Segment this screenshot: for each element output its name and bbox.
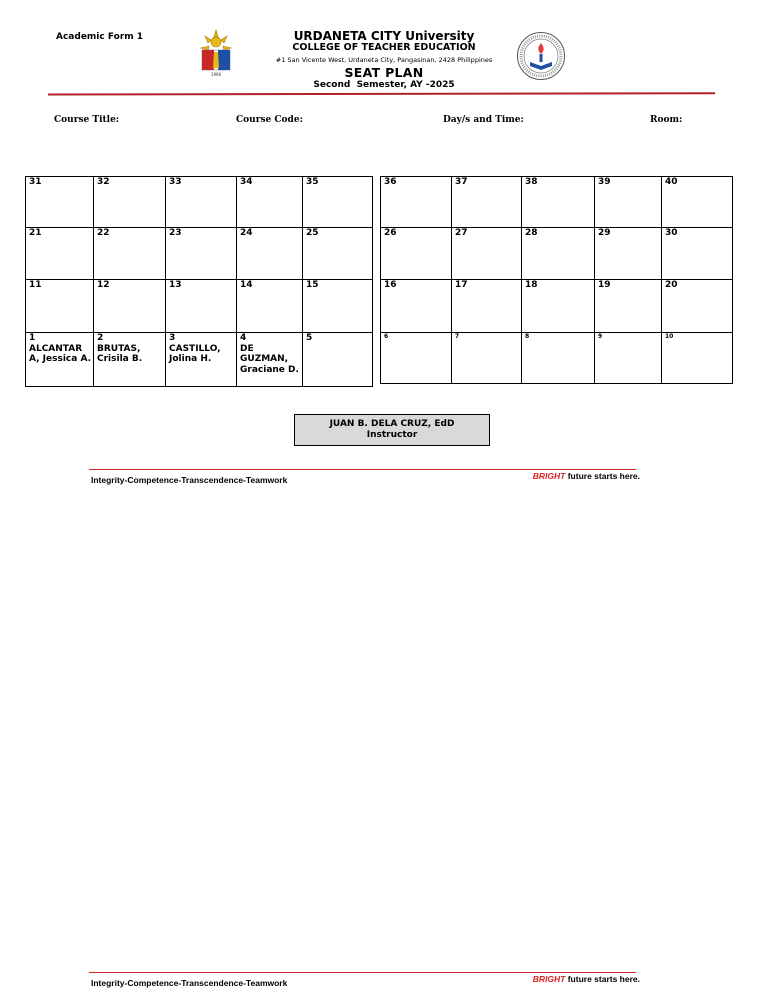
seat-number: 25 <box>306 228 319 238</box>
seat-number: 30 <box>665 228 678 238</box>
seat-cell <box>522 228 595 280</box>
seat-number: 38 <box>525 177 538 187</box>
seat-number: 8 <box>525 333 530 340</box>
seat-cell <box>26 228 94 280</box>
student-name: BRUTAS, Crisila B. <box>97 343 143 364</box>
seat-number: 9 <box>598 333 603 340</box>
seat-cell <box>452 333 522 384</box>
university-name: URDANETA CITY University <box>293 29 475 43</box>
student-name: DE GUZMAN, Graciane D. <box>240 343 299 375</box>
seat-cell <box>595 280 662 333</box>
seat-cell <box>452 280 522 333</box>
seat-number: 37 <box>455 177 468 187</box>
semester: Second Semester, AY -2025 <box>313 80 455 90</box>
seat-row <box>381 228 733 280</box>
seat-number: 20 <box>665 280 678 290</box>
seat-row <box>381 177 733 228</box>
seat-cell <box>303 333 373 387</box>
seat-number: 17 <box>455 280 468 290</box>
seat-number: 40 <box>665 177 678 187</box>
seat-number: 33 <box>169 177 182 187</box>
seat-cell <box>522 177 595 228</box>
seat-number: 1 <box>29 333 36 343</box>
seat-grid-right <box>380 176 733 384</box>
seat-cell <box>662 177 733 228</box>
seat-number: 18 <box>525 280 538 290</box>
seat-number: 28 <box>525 228 538 238</box>
seat-cell <box>662 280 733 333</box>
seat-cell <box>452 177 522 228</box>
page-title: SEAT PLAN <box>344 65 424 80</box>
seat-cell <box>595 177 662 228</box>
seat-number: 26 <box>384 228 397 238</box>
seat-number: 29 <box>598 228 611 238</box>
address: #1 San Vicente West, Urdaneta City, Pangasinan, 2428 Philippines <box>275 56 493 64</box>
footer-tagline <box>480 974 640 984</box>
student-name: CASTILLO, Jolina H. <box>169 343 221 364</box>
seat-cell <box>237 177 303 228</box>
seat-cell <box>381 280 452 333</box>
seat-cell <box>26 333 94 387</box>
seat-cell <box>166 177 237 228</box>
seat-number: 10 <box>665 333 674 340</box>
seat-number: 21 <box>29 228 42 238</box>
seat-cell <box>166 228 237 280</box>
tagline-rest: future starts here. <box>565 974 640 984</box>
seat-cell <box>166 280 237 333</box>
seat-cell <box>662 333 733 384</box>
seat-number: 4 <box>240 333 247 343</box>
seat-number: 13 <box>169 280 182 290</box>
days-time-label: Day/s and Time: <box>443 115 524 125</box>
seat-number: 23 <box>169 228 182 238</box>
seat-cell <box>303 280 373 333</box>
philippine-seal-icon <box>195 28 237 78</box>
seat-number: 6 <box>384 333 389 340</box>
seat-cell <box>303 228 373 280</box>
seat-cell <box>26 177 94 228</box>
seat-number: 14 <box>240 280 253 290</box>
seat-cell <box>522 333 595 384</box>
seat-cell <box>303 177 373 228</box>
bright-word: BRIGHT <box>532 974 566 984</box>
university-seal-icon <box>516 31 566 81</box>
footer-tagline <box>480 471 640 481</box>
seat-number: 27 <box>455 228 468 238</box>
seat-number: 32 <box>97 177 110 187</box>
seat-number: 2 <box>97 333 104 343</box>
seat-number: 12 <box>97 280 110 290</box>
seat-number: 11 <box>29 280 42 290</box>
seat-row <box>26 333 373 387</box>
header-rule <box>48 92 715 96</box>
room-label: Room: <box>650 115 683 125</box>
seat-cell <box>381 177 452 228</box>
seat-cell <box>381 333 452 384</box>
course-title-label: Course Title: <box>54 115 120 125</box>
footer-rule <box>89 972 636 973</box>
seat-cell <box>662 228 733 280</box>
seat-row <box>26 228 373 280</box>
seat-number: 5 <box>306 333 313 343</box>
seat-number: 31 <box>29 177 42 187</box>
seat-number: 7 <box>455 333 460 340</box>
instructor-name: JUAN B. DELA CRUZ, EdD <box>329 419 455 429</box>
instructor-signature-box <box>294 414 490 446</box>
instructor-role: Instructor <box>366 430 418 440</box>
seat-cell <box>166 333 237 387</box>
seat-number: 24 <box>240 228 253 238</box>
seat-number: 36 <box>384 177 397 187</box>
seat-cell <box>381 228 452 280</box>
seat-cell <box>595 228 662 280</box>
seat-cell <box>522 280 595 333</box>
seat-number: 3 <box>169 333 176 343</box>
seat-number: 39 <box>598 177 611 187</box>
seat-row <box>381 333 733 384</box>
bright-word: BRIGHT <box>532 471 566 481</box>
footer-motto: Integrity-Competence-Transcendence-Teamwork <box>91 978 288 988</box>
seat-row <box>26 177 373 228</box>
seat-number: 16 <box>384 280 397 290</box>
footer-rule <box>89 469 636 470</box>
seat-number: 34 <box>240 177 253 187</box>
seat-cell <box>94 177 166 228</box>
seat-cell <box>94 228 166 280</box>
seat-grid-left <box>25 176 373 387</box>
student-name: ALCANTAR A, Jessica A. <box>29 343 92 364</box>
seal-year: 1966 <box>210 72 222 77</box>
seat-number: 35 <box>306 177 319 187</box>
college-name: COLLEGE OF TEACHER EDUCATION <box>292 42 476 53</box>
seat-cell <box>237 333 303 387</box>
seat-cell <box>26 280 94 333</box>
seat-number: 15 <box>306 280 319 290</box>
seat-number: 22 <box>97 228 110 238</box>
form-label: Academic Form 1 <box>56 32 144 42</box>
tagline-rest: future starts here. <box>565 471 640 481</box>
seat-cell <box>237 228 303 280</box>
seat-cell <box>237 280 303 333</box>
seat-row <box>381 280 733 333</box>
seat-cell <box>595 333 662 384</box>
seat-row <box>26 280 373 333</box>
footer-motto: Integrity-Competence-Transcendence-Teamwork <box>91 475 288 485</box>
seat-cell <box>94 333 166 387</box>
course-code-label: Course Code: <box>236 115 303 125</box>
seat-cell <box>452 228 522 280</box>
seat-cell <box>94 280 166 333</box>
seat-number: 19 <box>598 280 611 290</box>
